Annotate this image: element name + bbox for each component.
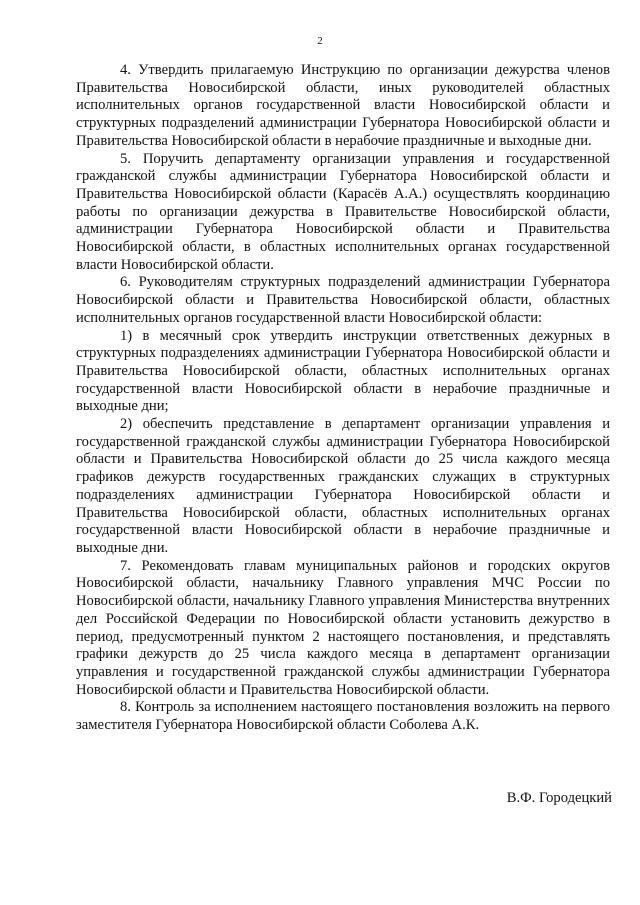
signature: В.Ф. Городецкий xyxy=(506,790,612,806)
paragraph-5: 5. Поручить департаменту организации управления и государственной гражданской службы администрации Губернатора Новосибирской области и Правительства Новосибирской области (Карасёв А.А.) осуществлять координацию работы по организации дежурства в Правительстве Новосибирской области, администрации Губернатора Новосибирской области и Правительства Новосибирской области, в областных исполнительных органах государственной власти Новосибирской области. xyxy=(76,150,610,273)
paragraph-6-item-1: 1) в месячный срок утвердить инструкции ответственных дежурных в структурных подразделениях администрации Губернатора Новосибирской области и Правительства Новосибирской области, областных исполнительных органах государственной власти Новосибирской области в нерабочие праздничные и выходные дни; xyxy=(76,327,610,415)
page-number: 2 xyxy=(317,35,323,47)
paragraph-6-item-2: 2) обеспечить представление в департамент организации управления и государственной гражданской службы администрации Губернатора Новосибирской области и Правительства Новосибирской области до 25 числа каждого месяца графиков дежурств государственных гражданских служащих в структурных подразделениях администрации Губернатора Новосибирской области и Правительства Новосибирской области, областных исполнительных органах государственной власти Новосибирской области в нерабочие праздничные и выходные дни. xyxy=(76,416,610,556)
paragraph-6: 6. Руководителям структурных подразделений администрации Губернатора Новосибирской области и Правительства Новосибирской области, областных исполнительных органов государственной власти Новосибирской области: xyxy=(76,274,610,326)
paragraph-7: 7. Рекомендовать главам муниципальных районов и городских округов Новосибирской области, начальнику Главного управления МЧС России по Новосибирской области, начальнику Главного управления Министерства внутренних дел Российской Федерации по Новосибирской области установить дежурство в период, предусмотренный пунктом 2 настоящего постановления, и представлять графики дежурств до 25 числа каждого месяца в департамент организации управления и государственной гражданской службы администрации Губернатора Новосибирской области и Правительства Новосибирской области. xyxy=(76,557,610,698)
paragraph-4: 4. Утвердить прилагаемую Инструкцию по организации дежурства членов Правительства Новосибирской области, иных руководителей областных исполнительных органов государственной власти Новосибирской области и структурных подразделений администрации Губернатора Новосибирской области и Правительства Новосибирской области в нерабочие праздничные и выходные дни. xyxy=(76,62,610,149)
document-body xyxy=(76,62,610,735)
paragraph-8: 8. Контроль за исполнением настоящего постановления возложить на первого заместителя Губернатора Новосибирской области Соболева А.К. xyxy=(76,699,610,734)
